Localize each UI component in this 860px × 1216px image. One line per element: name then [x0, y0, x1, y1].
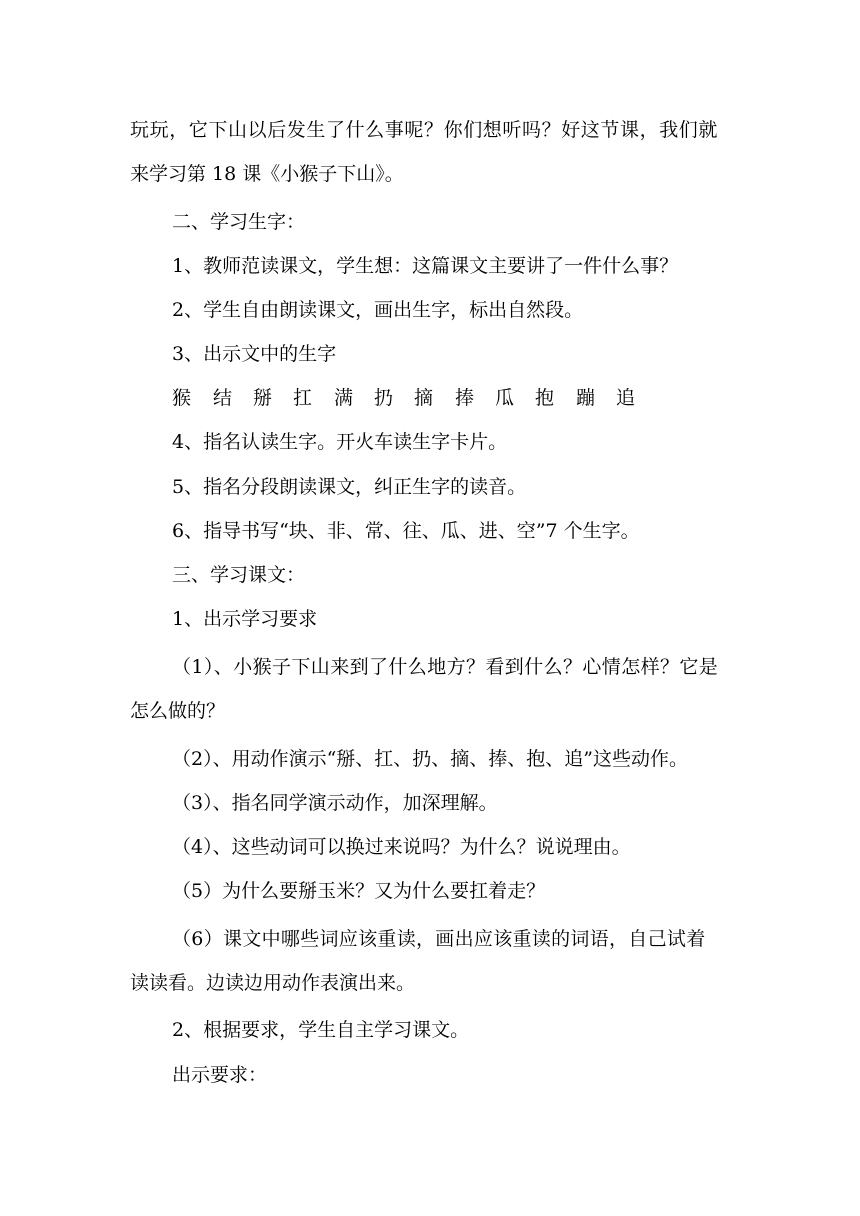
paragraph-line: 3、出示文中的生字: [172, 343, 337, 365]
paragraph-line: （4）、这些动词可以换过来说吗？为什么？说说理由。: [172, 836, 631, 858]
paragraph-line: （6）课文中哪些词应该重读，画出应该重读的词语，自己试着: [172, 928, 706, 950]
paragraph-line: （5）为什么要掰玉米？又为什么要扛着走？: [172, 880, 546, 902]
paragraph-line: 出示要求：: [172, 1064, 268, 1086]
character: 掰: [253, 387, 273, 409]
paragraph-line: 4、指名认读生字。开火车读生字卡片。: [172, 431, 508, 453]
paragraph-line: 2、根据要求，学生自主学习课文。: [172, 1019, 470, 1041]
character-list: [172, 386, 672, 410]
character: 扛: [293, 387, 313, 409]
paragraph-line: （2）、用动作演示“掰、扛、扔、摘、捧、抱、追”这些动作。: [172, 748, 689, 770]
paragraph-line: 6、指导书写“块、非、常、往、瓜、进、空”7 个生字。: [172, 520, 640, 542]
section-heading: 三、学习课文：: [172, 564, 306, 586]
paragraph-line: （3）、指名同学演示动作，加深理解。: [172, 792, 498, 814]
character: 猴: [172, 387, 192, 409]
paragraph-line: （1）、小猴子下山来到了什么地方？看到什么？心情怎样？它是: [172, 656, 719, 678]
paragraph-line: 1、出示学习要求: [172, 608, 318, 630]
character: 蹦: [576, 387, 596, 409]
character: 满: [334, 387, 354, 409]
character: 扔: [374, 387, 394, 409]
character: 捧: [455, 387, 475, 409]
character: 抱: [535, 387, 555, 409]
character: 摘: [414, 387, 434, 409]
paragraph-line: 怎么做的？: [130, 700, 226, 722]
paragraph-line: 来学习第 18 课《小猴子下山》。: [130, 163, 404, 185]
paragraph-line: 玩玩，它下山以后发生了什么事呢？你们想听吗？好这节课，我们就: [130, 119, 719, 141]
paragraph-line: 2、学生自由朗读课文，画出生字，标出自然段。: [172, 299, 584, 321]
paragraph-line: 5、指名分段朗读课文，纠正生字的读音。: [172, 476, 527, 498]
character: 结: [213, 387, 233, 409]
character: 瓜: [495, 387, 515, 409]
paragraph-line: 1、教师范读课文，学生想：这篇课文主要讲了一件什么事？: [172, 255, 679, 277]
section-heading: 二、学习生字：: [172, 211, 306, 233]
character: 追: [616, 387, 636, 409]
paragraph-line: 读读看。边读边用动作表演出来。: [130, 972, 416, 994]
